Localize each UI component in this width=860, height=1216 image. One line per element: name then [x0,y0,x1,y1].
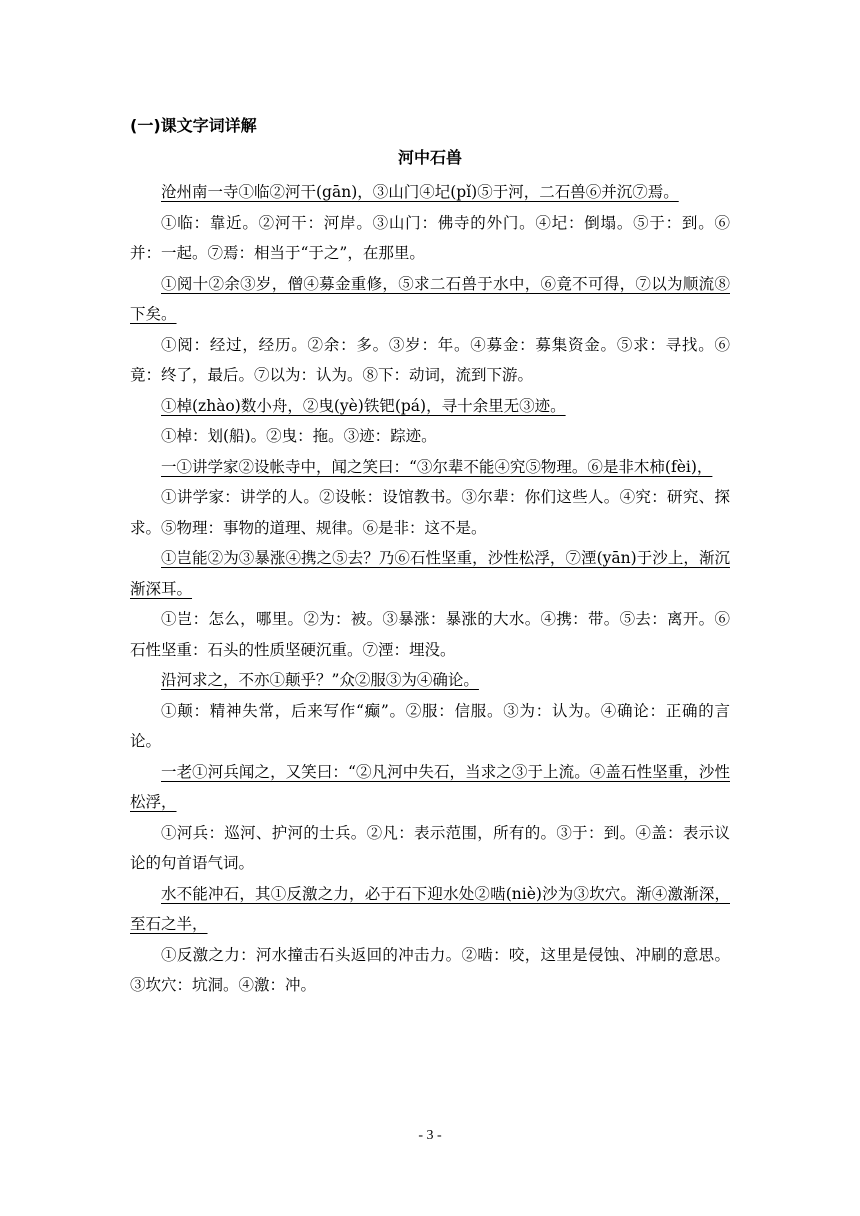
original-text-6: 沿河求之，不亦①颠乎？”众②服③为④确论。 [161,671,479,689]
lesson-content [130,177,730,1001]
annotation-2: ①阅：经过，经历。②余：多。③岁：年。④募金：募集资金。⑤求：寻找。⑥竟：终了，最后。⑦以为：认为。⑧下：动词，流到下游。 [130,335,730,384]
original-text-8: 水不能冲石，其①反激之力，必于石下迎水处②啮(niè)沙为③坎穴。渐④激渐深，至石之半， [130,884,730,933]
annotation-1: ①临：靠近。②河干：河岸。③山门：佛寺的外门。④圮：倒塌。⑤于：到。⑥并：一起。⑦焉：相当于“于之”，在那里。 [130,213,730,262]
annotation-5: ①岂：怎么，哪里。②为：被。③暴涨：暴涨的大水。④携：带。⑤去：离开。⑥石性坚重：石头的性质坚硬沉重。⑦湮：埋没。 [130,610,730,659]
original-text-7: 一老①河兵闻之，又笑曰：“②凡河中失石，当求之③于上流。④盖石性坚重，沙性松浮， [130,762,730,811]
original-text-2: ①阅十②余③岁，僧④募金重修，⑤求二石兽于水中，⑥竟不可得，⑦以为顺流⑧下矣。 [130,274,730,323]
annotation-4: ①讲学家：讲学的人。②设帐：设馆教书。③尔辈：你们这些人。④究：研究、探求。⑤物理：事物的道理、规律。⑥是非：这不是。 [130,488,730,537]
annotation-6: ①颠：精神失常，后来写作“癫”。②服：信服。③为：认为。④确论：正确的言论。 [130,701,730,750]
original-text-4: 一①讲学家②设帐寺中，闻之笑曰：“③尔辈不能④究⑤物理。⑥是非木柿(fèi)， [161,457,713,476]
annotation-7: ①河兵：巡河、护河的士兵。②凡：表示范围，所有的。③于：到。④盖：表示议论的句首语气词。 [130,823,730,872]
annotation-8: ①反激之力：河水撞击石头返回的冲击力。②啮：咬，这里是侵蚀、冲刷的意思。③坎穴：坑洞。④激：冲。 [130,945,730,994]
annotation-3: ①棹：划(船)。②曳：拖。③迹：踪迹。 [161,427,437,445]
original-text-5: ①岂能②为③暴涨④携之⑤去？乃⑥石性坚重，沙性松浮，⑦湮(yān)于沙上，渐沉渐深耳。 [130,549,730,598]
original-text-3: ①棹(zhào)数小舟，②曳(yè)铁钯(pá)，寻十余里无③迹。 [161,396,566,415]
page-number: - 3 - [418,1128,442,1143]
section-title: (一)课文字词详解 [130,116,257,135]
lesson-title: 河中石兽 [397,148,462,167]
original-text-1: 沧州南一寺①临②河干(gān)，③山门④圮(pǐ)⑤于河，二石兽⑥并沉⑦焉。 [161,183,679,201]
